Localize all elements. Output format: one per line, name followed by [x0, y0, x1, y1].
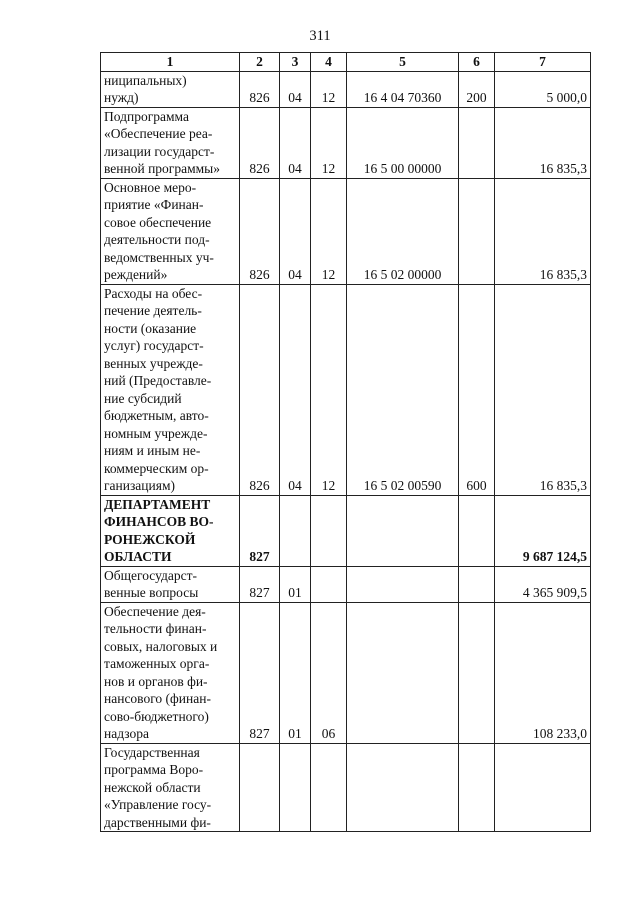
amount-cell: [495, 743, 591, 832]
target-article-cell: 16 4 04 70360: [347, 71, 459, 107]
expense-type-cell: [459, 107, 495, 178]
amount-cell: 5 000,0: [495, 71, 591, 107]
header-col-5: 5: [347, 53, 459, 72]
header-col-3: 3: [280, 53, 311, 72]
admin-code-cell: 826: [240, 71, 280, 107]
row-name-cell: ДЕПАРТАМЕНТ ФИНАНСОВ ВО- РОНЕЖСКОЙ ОБЛАСТИ: [101, 495, 240, 566]
target-article-cell: [347, 495, 459, 566]
target-article-cell: [347, 743, 459, 832]
table-row: [101, 743, 591, 832]
header-col-1: 1: [101, 53, 240, 72]
row-name-cell: ниципальных) нужд): [101, 71, 240, 107]
section-cell: 04: [280, 71, 311, 107]
amount-cell: 16 835,3: [495, 178, 591, 284]
target-article-cell: 16 5 02 00590: [347, 284, 459, 495]
subsection-cell: [311, 495, 347, 566]
header-col-2: 2: [240, 53, 280, 72]
target-article-cell: [347, 566, 459, 602]
amount-cell: 16 835,3: [495, 284, 591, 495]
table-row: [101, 71, 591, 107]
expense-type-cell: 200: [459, 71, 495, 107]
admin-code-cell: 827: [240, 602, 280, 743]
subsection-cell: 12: [311, 284, 347, 495]
expense-type-cell: 600: [459, 284, 495, 495]
row-name-cell: Государственная программа Воро- нежской области «Управление госу- дарственными фи-: [101, 743, 240, 832]
header-row: [101, 53, 591, 72]
row-name-cell: Обеспечение дея- тельности финан- совых, налоговых и таможенных орга- нов и органов фи- нансового (финан- сово-бюджетного) надзора: [101, 602, 240, 743]
section-cell: 04: [280, 178, 311, 284]
table-row: [101, 284, 591, 495]
amount-cell: 16 835,3: [495, 107, 591, 178]
expense-type-cell: [459, 602, 495, 743]
header-col-6: 6: [459, 53, 495, 72]
subsection-cell: 12: [311, 178, 347, 284]
table-body: [101, 71, 591, 832]
row-name-cell: Подпрограмма «Обеспечение реа- лизации государст- венной программы»: [101, 107, 240, 178]
table-row: [101, 178, 591, 284]
table-row: [101, 107, 591, 178]
section-cell: 01: [280, 566, 311, 602]
target-article-cell: 16 5 00 00000: [347, 107, 459, 178]
row-name-cell: Основное меро- приятие «Финан- совое обеспечение деятельности под- ведомственных уч- реждений»: [101, 178, 240, 284]
target-article-cell: [347, 602, 459, 743]
amount-cell: 108 233,0: [495, 602, 591, 743]
table-row: [101, 566, 591, 602]
admin-code-cell: 826: [240, 178, 280, 284]
subsection-cell: 06: [311, 602, 347, 743]
header-col-4: 4: [311, 53, 347, 72]
section-cell: 04: [280, 107, 311, 178]
subsection-cell: 12: [311, 71, 347, 107]
admin-code-cell: [240, 743, 280, 832]
table-row: [101, 495, 591, 566]
subsection-cell: [311, 566, 347, 602]
budget-table: [100, 52, 591, 832]
header-col-7: 7: [495, 53, 591, 72]
admin-code-cell: 826: [240, 284, 280, 495]
subsection-cell: 12: [311, 107, 347, 178]
admin-code-cell: 827: [240, 566, 280, 602]
section-cell: [280, 743, 311, 832]
expense-type-cell: [459, 495, 495, 566]
row-name-cell: Общегосударст- венные вопросы: [101, 566, 240, 602]
row-name-cell: Расходы на обес- печение деятель- ности (оказание услуг) государст- венных учрежде- ний (Предоставле- ние субсидий бюджетным, авто- номным учрежде- ниям и иным не- коммерческим ор- ганизациям): [101, 284, 240, 495]
expense-type-cell: [459, 743, 495, 832]
subsection-cell: [311, 743, 347, 832]
section-cell: 01: [280, 602, 311, 743]
admin-code-cell: 826: [240, 107, 280, 178]
expense-type-cell: [459, 566, 495, 602]
amount-cell: 4 365 909,5: [495, 566, 591, 602]
admin-code-cell: 827: [240, 495, 280, 566]
expense-type-cell: [459, 178, 495, 284]
section-cell: [280, 495, 311, 566]
target-article-cell: 16 5 02 00000: [347, 178, 459, 284]
amount-cell: 9 687 124,5: [495, 495, 591, 566]
section-cell: 04: [280, 284, 311, 495]
table-row: [101, 602, 591, 743]
page-number: 311: [309, 28, 331, 44]
